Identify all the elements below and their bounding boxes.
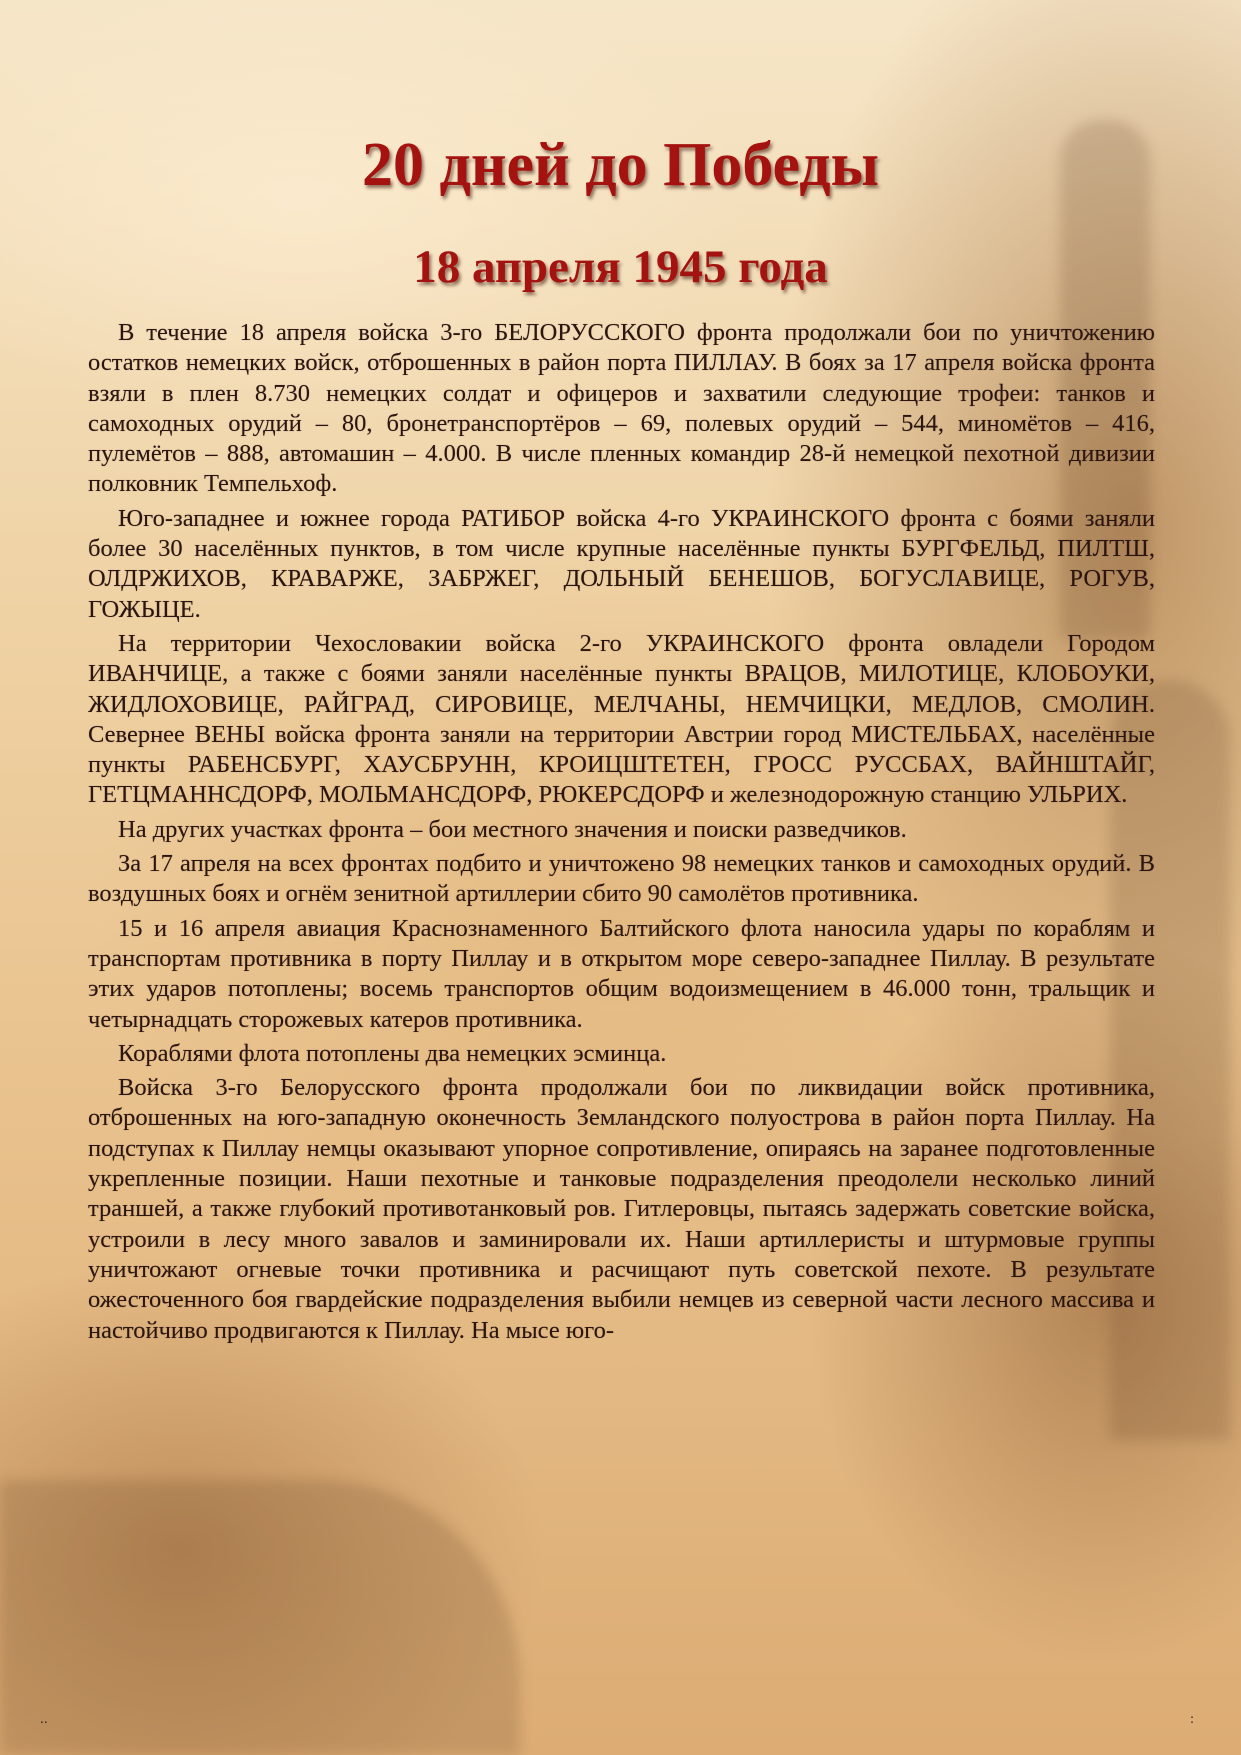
paragraph: Войска 3-го Белорусского фронта продолжали бои по ликвидации войск противника, отброшенных на юго-западную оконечность Земландского полуострова в район порта Пиллау. На подступах к Пиллау немцы оказывают упорное сопротивление, опираясь на заранее подготовленные укрепленные позиции. Наши пехотные и танковые подразделения преодолели несколько линий траншей, а также глубокий противотанковый ров. Гитлеровцы, пытаясь задержать советские войска, устроили в лесу много завалов и заминировали их. Наши артиллеристы и штурмовые группы уничтожают огневые точки противника и расчищают путь советской пехоте. В результате ожесточенного боя гвардейские подразделения выбили немцев из северной части лесного массива и настойчиво продвигаются к Пиллау. На мысе юго-	[88, 1074, 1155, 1344]
paragraph: Юго-западнее и южнее города РАТИБОР войска 4-го УКРАИНСКОГО фронта с боями заняли более 30 населённых пунктов, в том числе крупные населённые пункты БУРГФЕЛЬД, ПИЛТШ, ОЛДРЖИХОВ, КРАВАРЖЕ, ЗАБРЖЕГ, ДОЛЬНЫЙ БЕНЕШОВ, БОГУСЛАВИЦЕ, РОГУВ, ГОЖЫЦЕ.	[88, 504, 1155, 623]
paragraph: 15 и 16 апреля авиация Краснознаменного Балтийского флота наносила удары по кораблям и транспортам противника в порту Пиллау и в открытом море северо-западнее Пиллау. В результате этих ударов потоплены; восемь транспортов общим водоизмещением в 46.000 тонн, тральщик и четырнадцать сторожевых катеров противника.	[88, 914, 1155, 1033]
background-ground-shadow	[0, 1480, 520, 1755]
paragraph: Кораблями флота потоплены два немецких эсминца.	[118, 1039, 667, 1067]
page-subtitle-date: 18 апреля 1945 года	[413, 241, 828, 293]
footer-mark-right: :	[1190, 1712, 1195, 1726]
article-body	[88, 318, 1155, 1350]
paragraph: За 17 апреля на всех фронтах подбито и уничтожено 98 немецких танков и самоходных орудий. В воздушных боях и огнём зенитной артиллерии сбито 90 самолётов противника.	[88, 850, 1155, 908]
page-title: 20 дней до Победы	[361, 131, 880, 199]
paragraph: На территории Чехословакии войска 2-го УКРАИНСКОГО фронта овладели Городом ИВАНЧИЦЕ, а также с боями заняли населённые пункты ВРАЦОВ, МИЛОТИЦЕ, КЛОБОУКИ, ЖИДЛОХОВИЦЕ, РАЙГРАД, СИРОВИЦЕ, МЕЛЧАНЫ, НЕМЧИЦКИ, МЕДЛОВ, СМОЛИН. Севернее ВЕНЫ войска фронта заняли на территории Австрии город МИСТЕЛЬБАХ, населённые пункты РАБЕНСБУРГ, ХАУСБРУНН, КРОИЦШТЕТЕН, ГРОСС РУССБАХ, ВАЙНШТАЙГ, ГЕТЦМАННСДОРФ, МОЛЬМАНСДОРФ, РЮКЕРСДОРФ и железнодорожную станцию УЛЬРИХ.	[88, 629, 1155, 809]
paragraph: На других участках фронта – бои местного значения и поиски разведчиков.	[118, 815, 907, 843]
paragraph: В течение 18 апреля войска 3-го БЕЛОРУССКОГО фронта продолжали бои по уничтожению остатков немецких войск, отброшенных в район порта ПИЛЛАУ. В боях за 17 апреля войска фронта взяли в плен 8.730 немецких солдат и офицеров и захватили следующие трофеи: танков и самоходных орудий – 80, бронетранспортёров – 69, полевых орудий – 544, миномётов – 416, пулемётов – 888, автомашин – 4.000. В числе пленных командир 28-й немецкой пехотной дивизии полковник Темпельхоф.	[88, 319, 1155, 498]
footer-mark-left: ..	[40, 1712, 48, 1726]
